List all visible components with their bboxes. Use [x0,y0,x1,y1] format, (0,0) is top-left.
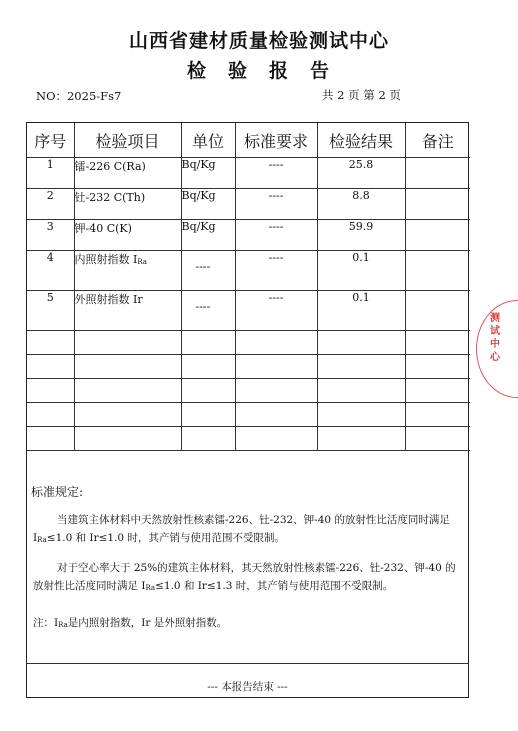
item-subscript: Ra [137,258,147,266]
cell-no: 3 [27,220,74,251]
cell-result: 59.9 [317,220,405,251]
seal-text: 测试中心 [490,313,500,363]
report-title-char-3: 报 [269,60,291,82]
report-title [0,56,518,83]
p2-text-a: 对于空心率大于 25%的建筑主体材料，其天然放射性核素镭-226、钍-232、钾-40 的放射性比活度同时满足 I [33,562,456,592]
cell-result: 0.1 [317,291,405,331]
empty-row [27,331,470,355]
table-row [27,220,470,251]
report-title-char-1: 检 [186,60,208,82]
cell-standard: ---- [235,189,317,220]
p2-text-b: ≤1.0 和 Ir≤1.3 时，其产销与使用范围不受限制。 [155,580,394,592]
note-text-a: 注：I [33,617,59,629]
col-header-item: 检验项目 [74,123,181,158]
empty-row [27,403,470,427]
org-title: 山西省建材质量检验测试中心 [128,30,389,52]
cell-no: 1 [27,158,74,189]
standard-paragraph-1 [33,511,465,549]
standard-paragraph-2 [33,559,465,597]
report-end-text: --- 本报告结束 --- [207,681,288,693]
table-row [27,189,470,220]
cell-no: 2 [27,189,74,220]
col-header-no: 序号 [27,123,74,158]
cell-standard: ---- [235,158,317,189]
cell-note [405,189,470,220]
cell-item [74,251,181,291]
cell-result: 0.1 [317,251,405,291]
cell-note [405,291,470,331]
report-number: NO：2025-Fs7 [36,89,122,103]
p2-subscript: Ra [145,584,156,592]
table-row [27,251,470,291]
cell-note [405,158,470,189]
empty-row [27,379,470,403]
table-row [27,158,470,189]
results-table [27,123,470,451]
report-title-char-4: 告 [310,60,332,82]
table-row [27,291,470,331]
item-text: 内照射指数 I [74,253,138,266]
end-divider [27,663,468,664]
cell-note [405,220,470,251]
cell-unit: Bq/Kg [181,158,235,189]
cell-item: 钾-40 C(K) [74,220,181,251]
cell-unit: ---- [181,251,235,291]
cell-item: 外照射指数 Ir [74,291,181,331]
cell-standard: ---- [235,251,317,291]
note-text-b: 是内照射指数，Ir 是外照射指数。 [67,617,228,629]
note-subscript: Ra [58,621,68,629]
report-title-char-2: 验 [227,60,249,82]
empty-row [27,355,470,379]
col-header-unit: 单位 [181,123,235,158]
empty-row [27,427,470,451]
col-header-standard: 标准要求 [235,123,317,158]
standard-note [33,615,227,630]
cell-result: 25.8 [317,158,405,189]
cell-unit: Bq/Kg [181,189,235,220]
cell-no: 5 [27,291,74,331]
cell-result: 8.8 [317,189,405,220]
col-header-result: 检验结果 [317,123,405,158]
p1-text-a: 当建筑主体材料中天然放射性核素镭-226、钍-232、钾-40 的放射性比活度同时满足 I [33,514,450,544]
report-sheet [26,122,469,698]
page-info: 共 2 页 第 2 页 [322,88,401,102]
cell-item: 钍-232 C(Th) [74,189,181,220]
p1-subscript: Ra [37,536,47,544]
cell-unit: ---- [181,291,235,331]
table-header-row [27,123,470,158]
cell-no: 4 [27,251,74,291]
p1-text-b: ≤1.0 和 Ir≤1.0 时，其产销与使用范围不受限制。 [46,532,285,544]
cell-note [405,251,470,291]
standard-title: 标准规定: [31,485,84,499]
cell-standard: ---- [235,220,317,251]
cell-item: 镭-226 C(Ra) [74,158,181,189]
col-header-note: 备注 [405,123,470,158]
cell-standard: ---- [235,291,317,331]
cell-unit: Bq/Kg [181,220,235,251]
